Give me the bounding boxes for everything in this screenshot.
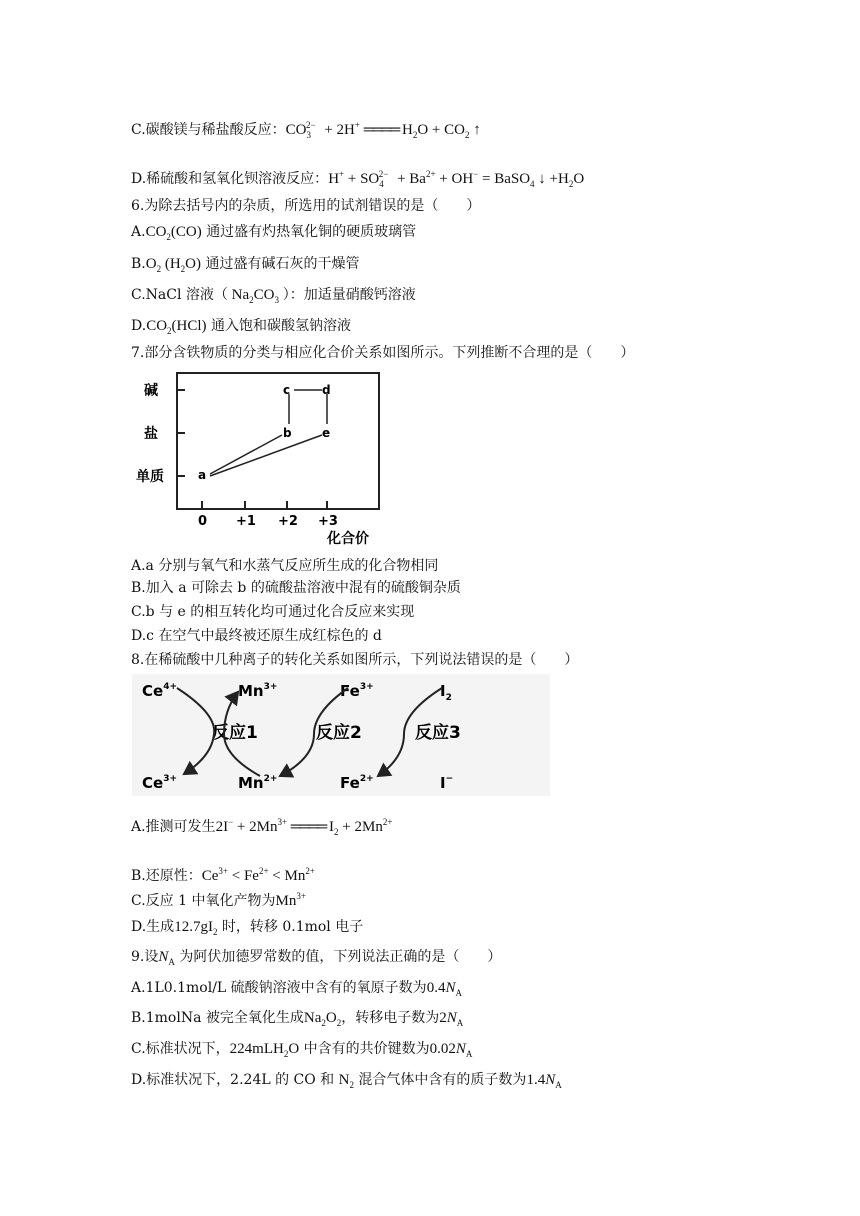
q8-reaction-2: 反应2	[316, 723, 362, 743]
q8-ion-mn2: $Mn^{2+}$	[238, 774, 278, 792]
q8-reaction-1: 反应1	[212, 723, 258, 743]
q7-point-a: a	[198, 468, 207, 482]
q8-figure	[132, 674, 550, 796]
q7-point-c: c	[283, 383, 291, 397]
q5-option-d	[131, 169, 584, 189]
q8-ion-mn3: $Mn^{3+}$	[238, 682, 278, 700]
q7-option-a: A.a 分别与氧气和水蒸气反应所生成的化合物相同	[131, 558, 439, 574]
q7-option-c: C.b 与 e 的相互转化均可通过化合反应来实现	[131, 604, 415, 620]
q8-ion-ce3: $Ce^{3+}$	[142, 774, 177, 792]
q8-ion-fe3: $Fe^{3+}$	[340, 682, 374, 700]
q8-stem: 8.在稀硫酸中几种离子的转化关系如图所示，下列说法错误的是（ ）	[131, 652, 579, 668]
q7-figure	[132, 366, 382, 546]
q8-option-b: B.还原性：$Ce^{3+} < Fe^{2+} < Mn^{2+}$	[131, 866, 315, 884]
q7-point-b: b	[283, 426, 292, 440]
q5-option-d-equation: $H^+ + SO_4^{2-} + Ba^{2+} + OH^-$ = BaSO$_4$ ↓ $+H_2O$	[328, 169, 585, 189]
q9-stem: 9.设$N_A$ 为阿伏加德罗常数的值，下列说法正确的是（ ）	[131, 949, 502, 967]
q7-point-e: e	[322, 426, 331, 440]
q6-option-b: $B.O_2$ $(H_2O)$ 通过盛有碱石灰的干燥管	[131, 256, 360, 274]
q6-option-d: $D.CO_2(HCl)$ 通入饱和碳酸氢钠溶液	[131, 318, 351, 336]
q7-y-label-base: 碱	[144, 383, 158, 399]
q9-option-b: B.1molNa 被完全氧化生成$Na_2O_2$，转移电子数为$2N_A$	[131, 1010, 464, 1028]
q6-option-a: $A.CO_2(CO)$ 通过盛有灼热氧化铜的硬质玻璃管	[131, 224, 417, 242]
q7-y-label-salt: 盐	[144, 426, 158, 442]
q8-ion-ce4: $Ce^{4+}$	[142, 682, 177, 700]
q7-y-label-element: 单质	[136, 469, 164, 485]
q9-option-c: C.标准状况下，224mLH$_2$O 中含有的共价键数为$0.02N_A$	[131, 1041, 473, 1059]
q7-option-b: B.加入 a 可除去 b 的硫酸盐溶液中混有的硫酸铜杂质	[131, 580, 461, 596]
q8-option-a: A.推测可发生$2I^- + 2Mn^{3+}$ ════ $I_2 + 2Mn^{2+}$	[131, 817, 393, 837]
q7-x-tick-3: +3	[318, 514, 338, 529]
q5-option-c-label: C.碳酸镁与稀盐酸反应：	[131, 122, 286, 138]
q5-option-c	[131, 120, 481, 140]
q9-option-d: D.标准状况下，2.24L 的 CO 和 $N_2$ 混合气体中含有的质子数为$1.4N_A$	[131, 1072, 562, 1090]
q5-option-c-equation: $CO_3^{2-} + 2H^+$ ════ $H_2O + CO_2$ ↑	[285, 120, 481, 140]
q7-point-d: d	[322, 383, 331, 397]
q7-option-d: D.c 在空气中最终被还原生成红棕色的 d	[131, 628, 382, 644]
q8-ion-i-: I−	[440, 774, 454, 792]
q7-x-title: 化合价	[327, 531, 369, 546]
q7-x-tick-0: 0	[198, 514, 208, 529]
q8-ion-fe2: $Fe^{2+}$	[340, 774, 374, 792]
q8-reaction-3: 反应3	[415, 723, 461, 743]
q8-option-c: C.反应 1 中氧化产物为$Mn^{3+}$	[131, 891, 306, 909]
q5-option-d-label: D.稀硫酸和氢氧化钡溶液反应：	[131, 171, 329, 187]
q7-x-tick-1: +1	[236, 514, 256, 529]
q6-stem: 6.为除去括号内的杂质，所选用的试剂错误的是（ ）	[131, 198, 481, 214]
q6-option-c: C.NaCl 溶液（ $Na_2CO_3$ ）：加适量硝酸钙溶液	[131, 287, 416, 305]
q8-option-d: D.生成$12.7gI_2$ 时，转移 0.1mol 电子	[131, 919, 364, 937]
q8-ion-i2: $I_2$	[440, 682, 452, 703]
q9-option-a: A.1L0.1mol/L 硫酸钠溶液中含有的氧原子数为$0.4N_A$	[131, 980, 462, 998]
q7-stem: 7.部分含铁物质的分类与相应化合价关系如图所示。下列推断不合理的是（ ）	[131, 345, 635, 361]
q7-x-tick-2: +2	[278, 514, 298, 529]
